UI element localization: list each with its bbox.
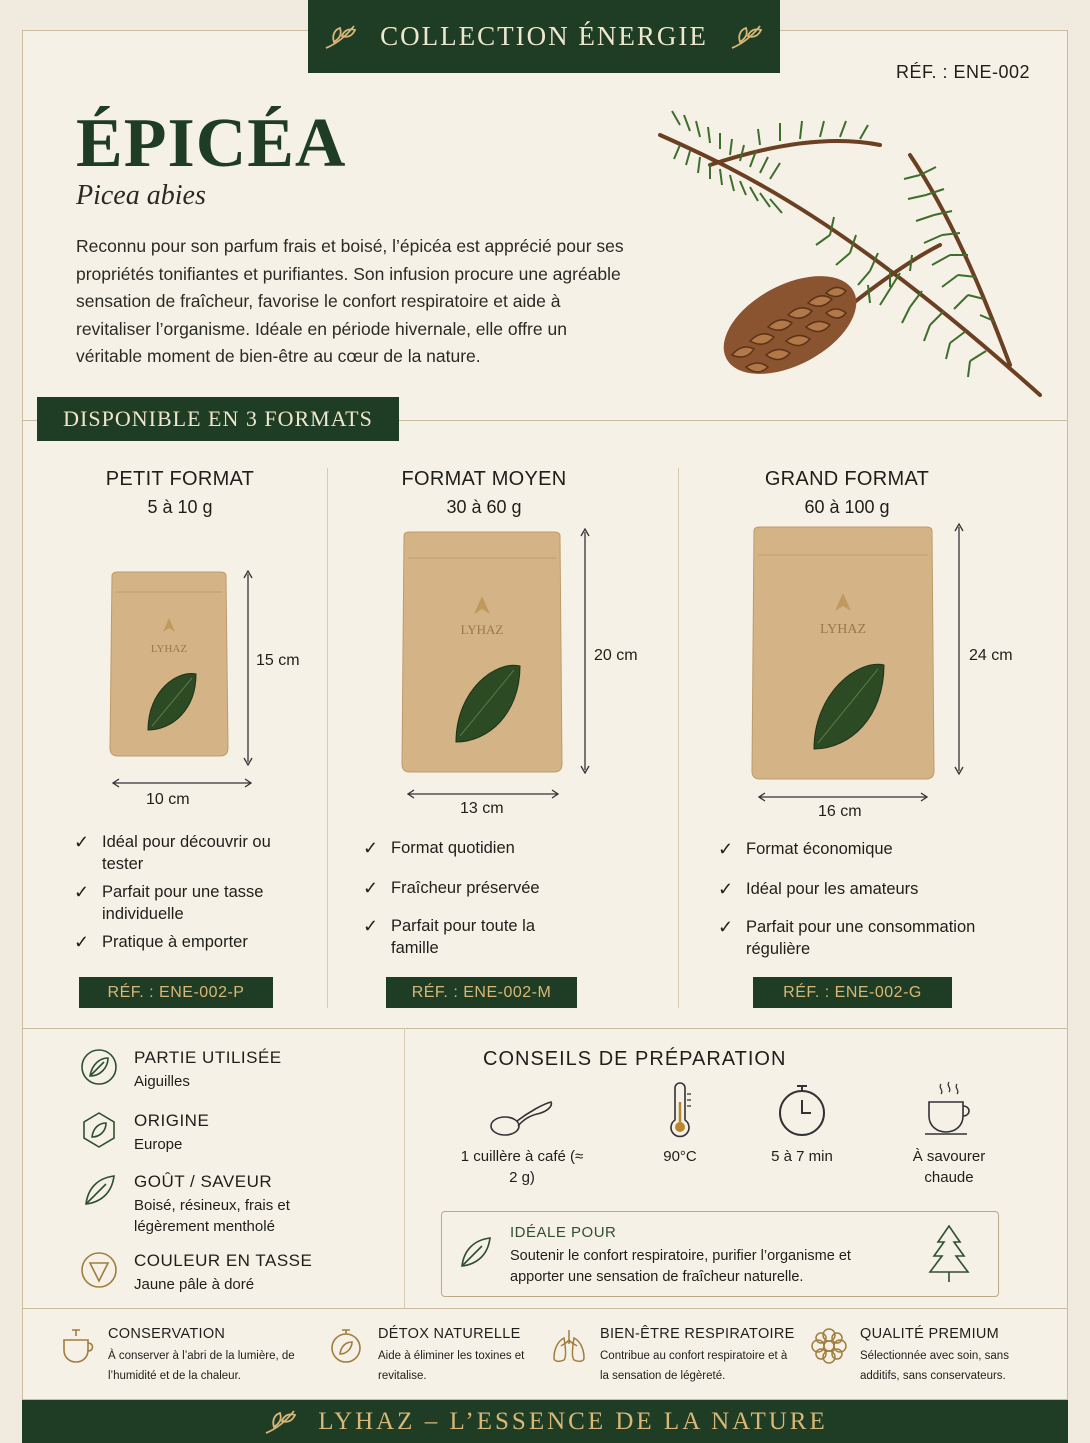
height-label: 24 cm xyxy=(969,647,1013,664)
formats-banner: DISPONIBLE EN 3 FORMATS xyxy=(37,397,399,441)
width-arrow xyxy=(112,777,252,789)
benefit-quality xyxy=(810,1326,1050,1386)
leaf-icon xyxy=(262,1407,300,1437)
benefit-detox xyxy=(328,1326,528,1386)
benefit-text: Sélectionnée avec soin, sans additifs, sans conservateurs. xyxy=(860,1350,1009,1382)
format-weight: 5 à 10 g xyxy=(147,497,213,517)
prep-label: À savourer chaude xyxy=(912,1148,986,1186)
check-icon: ✓ xyxy=(363,916,379,936)
leaf-icon xyxy=(322,22,360,52)
height-arrow xyxy=(240,570,256,766)
cup-icon xyxy=(58,1326,96,1366)
prep-label: 90°C xyxy=(663,1148,697,1165)
benefit-list-medium xyxy=(363,837,563,969)
origin-leaf-icon xyxy=(80,1111,118,1149)
list-item: ✓ Pratique à emporter xyxy=(74,932,248,952)
attribute-taste xyxy=(80,1172,314,1237)
teacup-icon xyxy=(921,1080,977,1138)
prep-label: 1 cuillère à café (≈ 2 g) xyxy=(460,1148,584,1186)
attribute-value: Boisé, résineux, frais et légèrement mentholé xyxy=(134,1197,290,1235)
format-name: PETIT FORMAT xyxy=(105,468,255,490)
product-reference: RÉF. : ENE-002 xyxy=(895,62,1030,82)
width-arrow xyxy=(758,791,928,803)
ref-badge-medium: RÉF. : ENE-002-M xyxy=(386,977,577,1008)
ideal-text: Soutenir le confort respiratoire, purifier l’organisme et apporter une sensation de fraîcheur naturelle. xyxy=(510,1248,851,1285)
pouch-medium-image xyxy=(400,530,564,776)
list-item: ✓ Format quotidien xyxy=(363,838,515,858)
ideal-title: IDÉALE POUR xyxy=(510,1224,617,1241)
benefit-title: BIEN-ÊTRE RESPIRATOIRE xyxy=(600,1326,795,1342)
list-item: ✓ Parfait pour toute la famille xyxy=(363,916,536,957)
benefit-title: DÉTOX NATURELLE xyxy=(378,1326,521,1342)
pouch-brand: LYHAZ xyxy=(150,643,188,655)
list-item: ✓ Idéal pour découvrir ou tester xyxy=(74,832,271,873)
pouch-small-image xyxy=(108,570,230,760)
ref-badge-small: RÉF. : ENE-002-P xyxy=(79,977,273,1008)
tree-icon xyxy=(926,1224,972,1284)
benefit-text: Aide à éliminer les toxines et revitalise. xyxy=(378,1350,525,1382)
attribute-title: PARTIE UTILISÉE xyxy=(134,1048,282,1067)
product-description: Reconnu pour son parfum frais et boisé, l’épicéa est apprécié pour ses propriétés tonifiantes et purifiantes. Son infusion procure une agréable sensation de fraîcheur, favorise le confort respiratoire et aide à revitaliser l’organisme. Idéale en période hivernale, elle offre un véritable moment de bien-être au cœur de la nature. xyxy=(76,236,624,366)
footer-text: LYHAZ – L’ESSENCE DE LA NATURE xyxy=(318,1407,828,1435)
height-arrow xyxy=(951,523,967,775)
section-divider xyxy=(22,1308,1068,1309)
list-item: ✓ Format économique xyxy=(718,839,893,859)
taste-leaf-icon xyxy=(80,1172,118,1210)
product-title: ÉPICÉA xyxy=(76,105,347,182)
benefit-text: Contribue au confort respiratoire et à la sensation de légèreté. xyxy=(600,1350,788,1382)
pouch-brand: LYHAZ xyxy=(460,622,504,637)
height-label: 15 cm xyxy=(256,652,300,669)
check-icon: ✓ xyxy=(718,839,734,859)
column-divider xyxy=(678,468,679,1008)
ideal-for-box xyxy=(441,1211,999,1297)
leaf-icon xyxy=(728,22,766,52)
format-heading-small xyxy=(80,468,280,518)
flower-icon xyxy=(810,1326,848,1366)
spoon-icon xyxy=(487,1090,557,1138)
attribute-origin xyxy=(80,1111,209,1155)
benefit-list-small xyxy=(74,831,284,963)
format-weight: 60 à 100 g xyxy=(804,497,890,517)
benefit-respiratory xyxy=(550,1326,795,1386)
preparation-title: CONSEILS DE PRÉPARATION xyxy=(483,1048,787,1070)
attribute-part-used xyxy=(80,1048,282,1092)
attribute-title: GOÛT / SAVEUR xyxy=(134,1172,273,1191)
check-icon: ✓ xyxy=(74,882,90,902)
benefit-title: QUALITÉ PREMIUM xyxy=(860,1326,1000,1342)
attribute-value: Jaune pâle à doré xyxy=(134,1276,255,1293)
format-name: GRAND FORMAT xyxy=(764,468,930,490)
color-drop-icon xyxy=(80,1251,118,1289)
attribute-value: Aiguilles xyxy=(134,1073,190,1090)
leaf-icon xyxy=(458,1234,494,1270)
list-item: ✓ Parfait pour une tasse individuelle xyxy=(74,882,264,923)
width-label: 13 cm xyxy=(460,800,504,817)
prep-step-temperature xyxy=(640,1082,720,1167)
benefit-text: À conserver à l’abri de la lumière, de l’humidité et de la chaleur. xyxy=(108,1350,295,1382)
column-divider xyxy=(404,1028,405,1308)
check-icon: ✓ xyxy=(363,838,379,858)
attribute-title: COULEUR EN TASSE xyxy=(134,1251,313,1270)
latin-name: Picea abies xyxy=(76,180,206,211)
format-name: FORMAT MOYEN xyxy=(401,468,567,490)
pouch-brand: LYHAZ xyxy=(819,622,867,637)
spruce-branch-illustration xyxy=(650,105,1050,405)
timer-icon xyxy=(774,1082,830,1138)
list-item: ✓ Idéal pour les amateurs xyxy=(718,879,919,899)
ref-badge-large: RÉF. : ENE-002-G xyxy=(753,977,952,1008)
width-label: 16 cm xyxy=(818,803,862,820)
attribute-color xyxy=(80,1251,312,1295)
attribute-title: ORIGINE xyxy=(134,1111,210,1130)
height-arrow xyxy=(577,528,593,774)
check-icon: ✓ xyxy=(74,932,90,952)
check-icon: ✓ xyxy=(74,832,90,852)
benefit-title: CONSERVATION xyxy=(108,1326,226,1342)
prep-step-time xyxy=(752,1082,852,1167)
prep-step-serve xyxy=(898,1080,1000,1188)
benefit-list-large xyxy=(718,838,1008,970)
detox-icon xyxy=(328,1326,366,1366)
width-label: 10 cm xyxy=(146,791,190,808)
column-divider xyxy=(327,468,328,1008)
prep-label: 5 à 7 min xyxy=(771,1148,833,1165)
list-item: ✓ Fraîcheur préservée xyxy=(363,878,540,898)
pine-cone-icon xyxy=(708,256,873,394)
leaf-circle-icon xyxy=(80,1048,118,1086)
format-heading-medium xyxy=(384,468,584,518)
lungs-icon xyxy=(550,1326,588,1366)
section-divider xyxy=(22,1028,1068,1029)
collection-banner xyxy=(308,0,780,73)
width-arrow xyxy=(407,788,559,800)
check-icon: ✓ xyxy=(718,917,734,937)
format-heading-large xyxy=(747,468,947,518)
list-item: ✓ Parfait pour une consommation régulière xyxy=(718,917,976,958)
check-icon: ✓ xyxy=(718,879,734,899)
benefit-conservation xyxy=(58,1326,298,1386)
format-weight: 30 à 60 g xyxy=(446,497,522,517)
footer-banner xyxy=(22,1400,1068,1443)
collection-title: COLLECTION ÉNERGIE xyxy=(380,21,708,51)
thermometer-icon xyxy=(665,1082,695,1138)
attribute-value: Europe xyxy=(134,1136,183,1153)
pouch-large-image xyxy=(750,525,936,783)
height-label: 20 cm xyxy=(594,647,638,664)
prep-step-dose xyxy=(458,1090,586,1188)
check-icon: ✓ xyxy=(363,878,379,898)
